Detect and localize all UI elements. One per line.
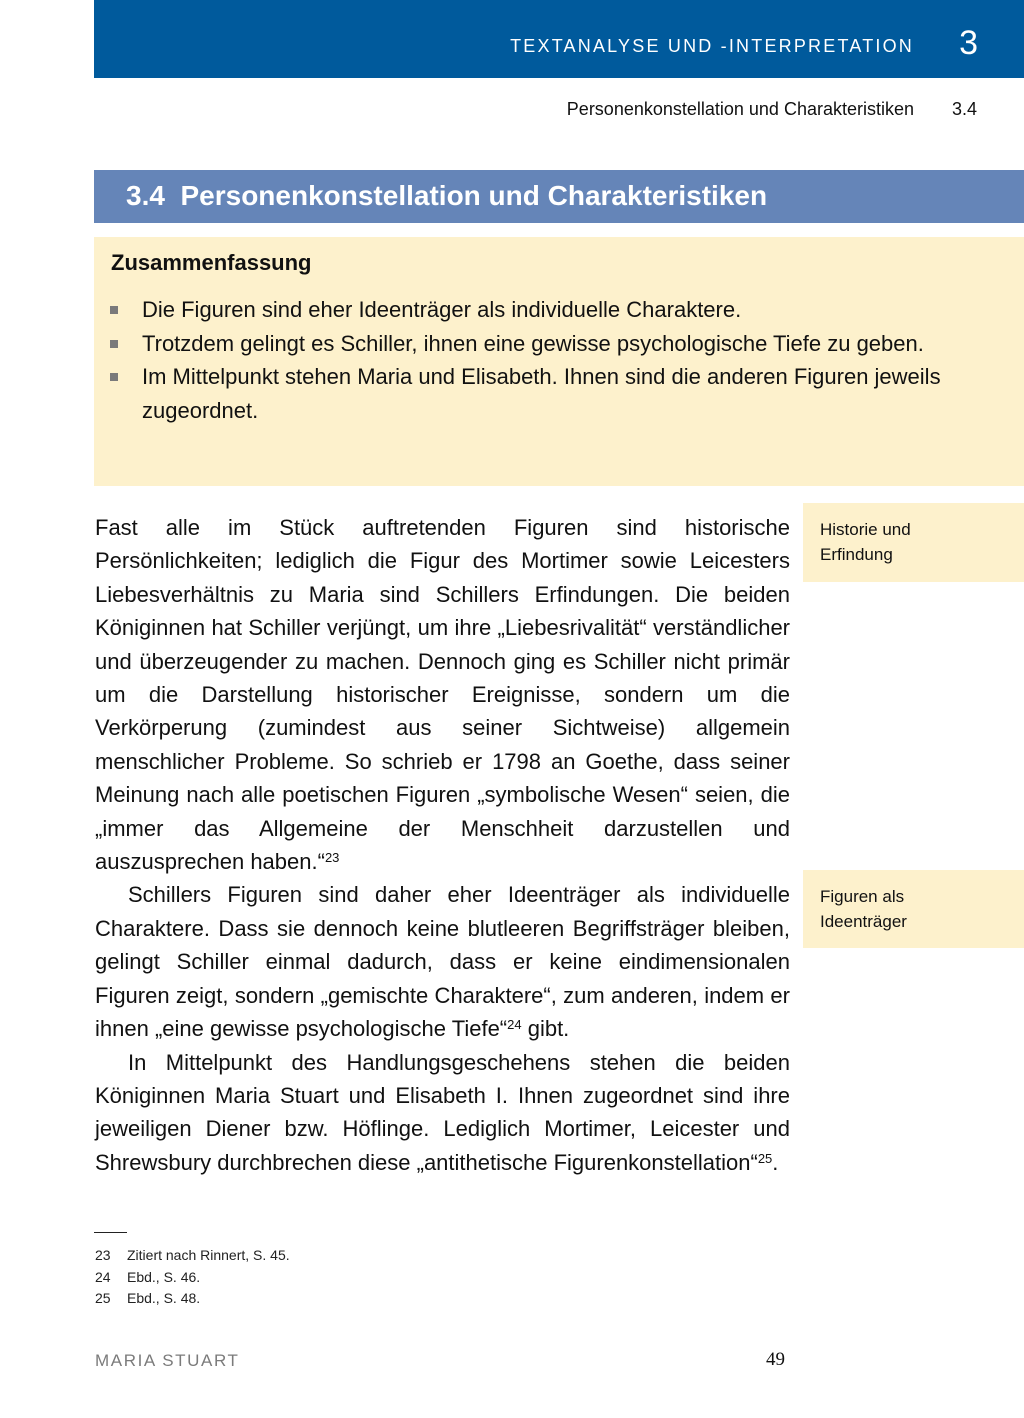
- footnote-ref[interactable]: 25: [757, 1150, 773, 1166]
- chapter-title: TEXTANALYSE UND -INTERPRETATION: [510, 36, 914, 56]
- footnote-ref[interactable]: 23: [324, 850, 340, 866]
- section-heading-bar: [94, 170, 1024, 223]
- footnote: 23 Zitiert nach Rinnert, S. 45.: [95, 1247, 290, 1263]
- footnote: 24 Ebd., S. 46.: [95, 1268, 201, 1285]
- footnotes: [95, 1245, 290, 1310]
- running-head: Personenkonstellation und Charakteristiken: [566, 99, 914, 119]
- margin-note: [803, 503, 1024, 582]
- square-bullet-icon: [110, 340, 118, 348]
- chapter-number: 3: [959, 24, 978, 62]
- paragraph: In Mittelpunkt des Handlungsgeschehens stehen die beiden Königinnen Maria Stuart und Elisabeth I. Ihnen zugeordnet sind ihre jeweiligen Diener bzw. Höflinge. Lediglich Mortimer, Leicester und Shrewsbury durchbrechen diese „antithetische Figurenkonstellation“$^{25}$.: [95, 1049, 790, 1175]
- footnote: 25 Ebd., S. 48.: [95, 1290, 201, 1306]
- margin-note-text: Erfindung: [820, 545, 893, 564]
- running-section-number: 3.4: [951, 99, 977, 119]
- margin-note-text: Ideenträger: [820, 912, 907, 931]
- summary-item: Die Figuren sind eher Ideenträger als individuelle Charaktere.: [108, 293, 988, 327]
- page-number: 49: [766, 1349, 785, 1370]
- chapter-header-band: [94, 0, 1024, 78]
- margin-note-text: Figuren als: [820, 887, 905, 906]
- body-text: [95, 511, 790, 1179]
- footnote-divider: [94, 1232, 127, 1233]
- summary-item: Im Mittelpunkt stehen Maria und Elisabeth. Ihnen sind die anderen Figuren jeweils zugeordnet.: [108, 360, 988, 427]
- footer-book-title: MARIA STUART: [95, 1351, 240, 1370]
- summary-title: Zusammenfassung: [111, 250, 312, 275]
- footnote-ref[interactable]: 24: [507, 1017, 522, 1033]
- paragraph: Schillers Figuren sind daher eher Ideenträger als individuelle Charaktere. Dass sie dennoch keine blutleeren Begriffsträger bleiben, gelingt Schiller einmal dadurch, dass er keine eindimensionalen Figuren zeigt, sondern „gemischte Charaktere“, zum anderen, indem er ihnen „eine gewisse psychologische Tiefe“$^{24}$ gibt.: [95, 882, 790, 1042]
- square-bullet-icon: [110, 306, 118, 314]
- summary-item: Trotzdem gelingt es Schiller, ihnen eine gewisse psychologische Tiefe zu geben.: [108, 327, 988, 361]
- summary-box: [94, 237, 1024, 486]
- margin-note-text: Historie und: [820, 520, 911, 539]
- summary-list: [108, 293, 988, 427]
- section-title: 3.4 Personenkonstellation und Charakteristiken: [126, 180, 768, 211]
- margin-note: [803, 870, 1024, 948]
- paragraph: Fast alle im Stück auftretenden Figuren sind historische Persönlichkeiten; lediglich die Figur des Mortimer sowie Leicesters Liebesverhältnis zu Maria sind Schillers Erfindungen. Die beiden Königinnen hat Schiller verjüngt, um ihre „Liebesrivalität“ verständlicher und überzeugender zu machen. Dennoch ging es Schiller nicht primär um die Darstellung historischer Ereignisse, sondern um die Verkörperung (zumindest aus seiner Sichtweise) allgemein menschlicher Probleme. So schrieb er 1798 an Goethe, dass seiner Meinung nach alle poetischen Figuren „symbolische Wesen“ seien, die „immer das Allgemeine der Menschheit darzustellen und auszusprechen haben.“$^{23}$: [95, 515, 790, 875]
- square-bullet-icon: [110, 373, 118, 381]
